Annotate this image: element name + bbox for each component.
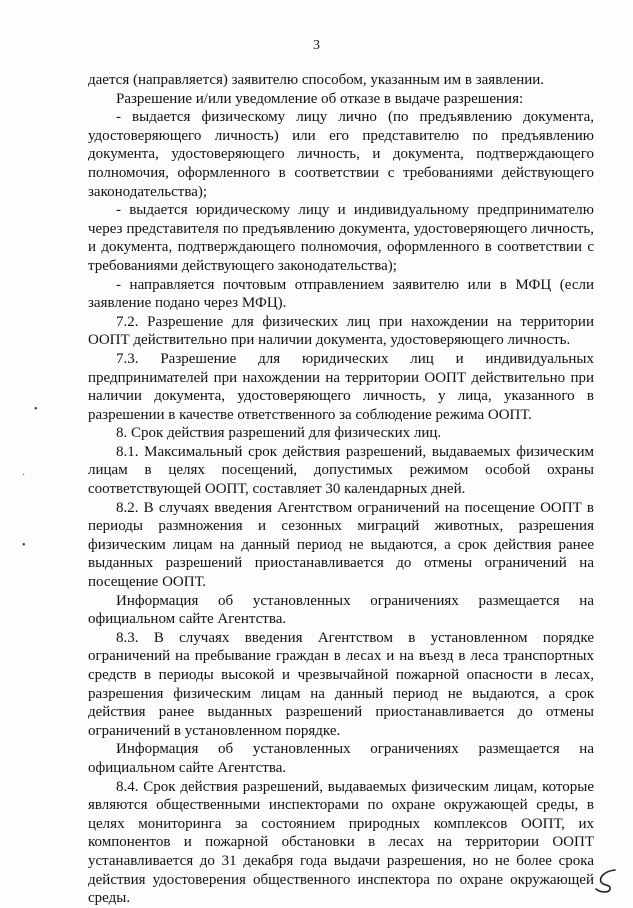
paragraph: 8.2. В случаях введения Агентством ограничений на посещение ООПТ в периоды размножения и сезонных миграций животных, разрешения физическим лицам на данный период не выдаются, а срок действия ранее выданных разрешений приостанавливается до отмены ограничений на посещение ООПТ. (88, 499, 594, 591)
paragraph: 7.2. Разрешение для физических лиц при нахождении на территории ООПТ действительно при наличии документа, удостоверяющего личность. (88, 313, 594, 349)
paragraph: Информация об установленных ограничениях размещается на официальном сайте Агентства. (88, 741, 594, 776)
scan-dot: · (22, 470, 26, 481)
scan-dot: • (22, 540, 26, 551)
paragraph: - выдается физическому лицу лично (по предъявлению документа, удостоверяющего личность) или его представителю по предъявлению документа, удостоверяющего личность, и документа, подтверждающего полномочия, оформленного в соответствии с требованиями действующего законодательства); (88, 109, 594, 200)
paragraph: Разрешение и/или уведомление об отказе в выдаче разрешения: (116, 90, 524, 107)
page-number: 3 (313, 38, 320, 53)
paragraph: - выдается юридическому лицу и индивидуальному предпринимателю через представителя по предъявлению документа, удостоверяющего личность, и документа, подтверждающего полномочия, оформленного в соответствии с требованиями действующего законодательства); (88, 202, 594, 274)
scan-dot: • (34, 404, 38, 415)
handwritten-mark-icon (591, 867, 621, 895)
section-heading: 8. Срок действия разрешений для физических лиц. (116, 425, 442, 442)
paragraph: - направляется почтовым отправлением заявителю или в МФЦ (если заявление подано через МФЦ). (88, 276, 594, 312)
paragraph: 7.3. Разрешение для юридических лиц и индивидуальных предпринимателей при нахождении на территории ООПТ действительно при наличии документа, удостоверяющего личность, у лица, указанного в разрешении в качестве ответственного за соблюдение режима ООПТ. (88, 350, 594, 423)
paragraph: Информация об установленных ограничениях размещается на официальном сайте Агентства. (88, 592, 594, 628)
paragraph: дается (направляется) заявителю способом, указанным им в заявлении. (88, 72, 545, 88)
document-body (88, 71, 594, 908)
paragraph: 8.1. Максимальный срок действия разрешений, выдаваемых физическим лицам в целях посещений, допустимых режимом особой охраны соответствующей ООПТ, составляет 30 календарных дней. (88, 443, 594, 498)
paragraph: 8.4. Срок действия разрешений, выдаваемых физическим лицам, которые являются общественными инспекторами по охране окружающей среды, в целях мониторинга за состоянием природных комплексов ООПТ, их компонентов и пожарной обстановки в лесах на территории ООПТ устанавливается до 31 декабря года выдачи разрешения, но не более срока действия удостоверения общественного инспектора по охране окружающей среды. (88, 778, 594, 907)
paragraph: 8.3. В случаях введения Агентством в установленном порядке ограничений на пребывание граждан в лесах и на въезд в леса транспортных средств в периоды высокой и чрезвычайной пожарной опасности в лесах, разрешения физическим лицам на данный период не выдаются, а срок действия ранее выданных разрешений приостанавливается до отмены ограничений в установленном порядке. (88, 629, 594, 739)
